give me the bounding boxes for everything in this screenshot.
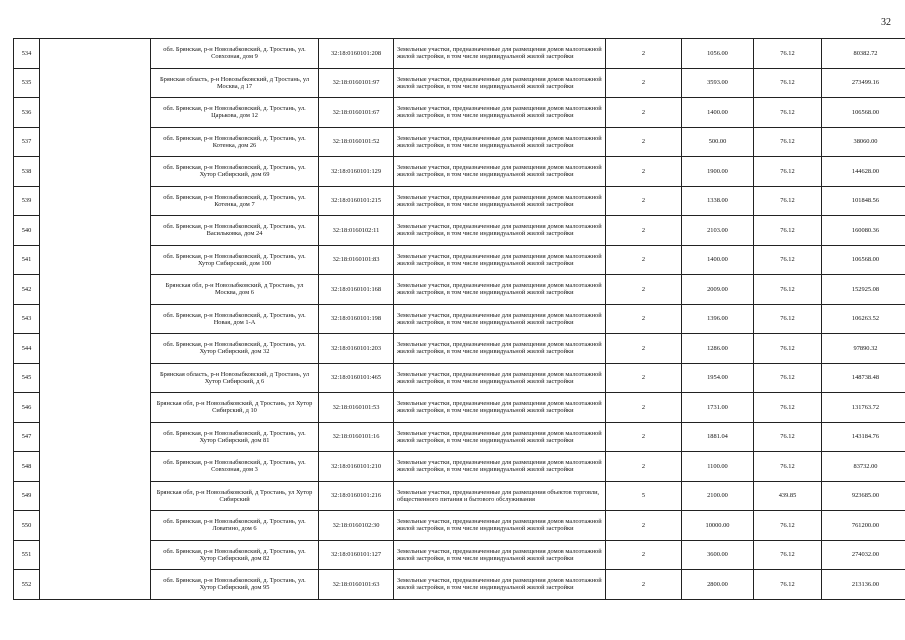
address-cell: Брянская обл, р-н Новозыбковский, д Тростань, ул Хутор Сибирский xyxy=(151,481,319,511)
address-cell: обл. Брянская, р-н Новозыбковский, д. Тростань, ул. Котенка, дом 7 xyxy=(151,186,319,216)
rate-cell: 76.12 xyxy=(754,452,822,482)
empty-cell xyxy=(40,304,151,334)
empty-cell xyxy=(40,98,151,128)
area-cell: 1954.00 xyxy=(682,363,754,393)
row-number: 534 xyxy=(14,39,40,69)
rate-cell: 76.12 xyxy=(754,540,822,570)
empty-cell xyxy=(40,245,151,275)
address-cell: обл. Брянская, р-н Новозыбковский, д. Тростань, ул. Совхозная, дом 3 xyxy=(151,452,319,482)
group-cell: 2 xyxy=(606,540,682,570)
cadastral-number-cell: 32:18:0160102:30 xyxy=(319,511,394,541)
land-registry-table xyxy=(13,38,905,600)
land-use-cell: Земельные участки, предназначенные для размещения домов малоэтажной жилой застройки, в том числе индивидуальной жилой застройки xyxy=(394,68,606,98)
land-use-cell: Земельные участки, предназначенные для размещения домов малоэтажной жилой застройки, в том числе индивидуальной жилой застройки xyxy=(394,216,606,246)
land-use-cell: Земельные участки, предназначенные для размещения домов малоэтажной жилой застройки, в том числе индивидуальной жилой застройки xyxy=(394,98,606,128)
row-number: 538 xyxy=(14,157,40,187)
table-row xyxy=(14,334,905,364)
address-cell: Брянская обл, р-н Новозыбковский, д Тростань, ул Хутор Сибирский, д 10 xyxy=(151,393,319,423)
rate-cell: 76.12 xyxy=(754,275,822,305)
row-number: 539 xyxy=(14,186,40,216)
row-number: 543 xyxy=(14,304,40,334)
rate-cell: 76.12 xyxy=(754,304,822,334)
rate-cell: 76.12 xyxy=(754,570,822,600)
table-row xyxy=(14,68,905,98)
cadastral-number-cell: 32:18:0160101:16 xyxy=(319,422,394,452)
table-row xyxy=(14,570,905,600)
area-cell: 3593.00 xyxy=(682,68,754,98)
empty-cell xyxy=(40,363,151,393)
land-use-cell: Земельные участки, предназначенные для размещения домов малоэтажной жилой застройки, в том числе индивидуальной жилой застройки xyxy=(394,570,606,600)
address-cell: обл. Брянская, р-н Новозыбковский, д. Тростань, ул. Хутор Сибирский, дом 95 xyxy=(151,570,319,600)
address-cell: обл. Брянская, р-н Новозыбковский, д. Тростань, ул. Васильковка, дом 24 xyxy=(151,216,319,246)
group-cell: 2 xyxy=(606,98,682,128)
cadastral-number-cell: 32:18:0160102:11 xyxy=(319,216,394,246)
rate-cell: 76.12 xyxy=(754,186,822,216)
row-number: 542 xyxy=(14,275,40,305)
cadastral-number-cell: 32:18:0160101:216 xyxy=(319,481,394,511)
land-use-cell: Земельные участки, предназначенные для размещения домов малоэтажной жилой застройки, в том числе индивидуальной жилой застройки xyxy=(394,511,606,541)
cadastral-number-cell: 32:18:0160101:129 xyxy=(319,157,394,187)
cadastral-number-cell: 32:18:0160101:210 xyxy=(319,452,394,482)
rate-cell: 76.12 xyxy=(754,245,822,275)
land-use-cell: Земельные участки, предназначенные для размещения домов малоэтажной жилой застройки, в том числе индивидуальной жилой застройки xyxy=(394,127,606,157)
group-cell: 2 xyxy=(606,39,682,69)
area-cell: 1731.00 xyxy=(682,393,754,423)
group-cell: 2 xyxy=(606,422,682,452)
land-use-cell: Земельные участки, предназначенные для размещения домов малоэтажной жилой застройки, в том числе индивидуальной жилой застройки xyxy=(394,186,606,216)
cadastral-value-cell: 152925.08 xyxy=(822,275,905,305)
area-cell: 2009.00 xyxy=(682,275,754,305)
cadastral-number-cell: 32:18:0160101:52 xyxy=(319,127,394,157)
cadastral-value-cell: 106263.52 xyxy=(822,304,905,334)
group-cell: 2 xyxy=(606,245,682,275)
row-number: 541 xyxy=(14,245,40,275)
cadastral-number-cell: 32:18:0160101:465 xyxy=(319,363,394,393)
empty-cell xyxy=(40,39,151,69)
address-cell: обл. Брянская, р-н Новозыбковский, д. Тростань, ул. Новая, дом 1-А xyxy=(151,304,319,334)
empty-cell xyxy=(40,481,151,511)
address-cell: обл. Брянская, р-н Новозыбковский, д. Тростань, ул. Хутор Сибирский, дом 100 xyxy=(151,245,319,275)
rate-cell: 76.12 xyxy=(754,98,822,128)
cadastral-number-cell: 32:18:0160101:203 xyxy=(319,334,394,364)
table-row xyxy=(14,127,905,157)
page-number: 32 xyxy=(881,17,891,28)
row-number: 548 xyxy=(14,452,40,482)
table-row xyxy=(14,245,905,275)
cadastral-number-cell: 32:18:0160101:67 xyxy=(319,98,394,128)
area-cell: 500.00 xyxy=(682,127,754,157)
cadastral-number-cell: 32:18:0160101:208 xyxy=(319,39,394,69)
rate-cell: 439.85 xyxy=(754,481,822,511)
land-use-cell: Земельные участки, предназначенные для размещения домов малоэтажной жилой застройки, в том числе индивидуальной жилой застройки xyxy=(394,422,606,452)
area-cell: 1056.00 xyxy=(682,39,754,69)
cadastral-number-cell: 32:18:0160101:198 xyxy=(319,304,394,334)
area-cell: 2800.00 xyxy=(682,570,754,600)
cadastral-value-cell: 144628.00 xyxy=(822,157,905,187)
group-cell: 2 xyxy=(606,127,682,157)
group-cell: 2 xyxy=(606,304,682,334)
area-cell: 10000.00 xyxy=(682,511,754,541)
table-row xyxy=(14,511,905,541)
cadastral-number-cell: 32:18:0160101:97 xyxy=(319,68,394,98)
table-row xyxy=(14,393,905,423)
group-cell: 2 xyxy=(606,157,682,187)
cadastral-number-cell: 32:18:0160101:168 xyxy=(319,275,394,305)
land-use-cell: Земельные участки, предназначенные для размещения домов малоэтажной жилой застройки, в том числе индивидуальной жилой застройки xyxy=(394,275,606,305)
cadastral-value-cell: 143184.76 xyxy=(822,422,905,452)
empty-cell xyxy=(40,275,151,305)
area-cell: 1400.00 xyxy=(682,245,754,275)
row-number: 551 xyxy=(14,540,40,570)
group-cell: 2 xyxy=(606,511,682,541)
cadastral-value-cell: 923685.00 xyxy=(822,481,905,511)
land-use-cell: Земельные участки, предназначенные для размещения объектов торговли, общественного питания и бытового обслуживания xyxy=(394,481,606,511)
table-row xyxy=(14,363,905,393)
empty-cell xyxy=(40,186,151,216)
row-number: 546 xyxy=(14,393,40,423)
row-number: 536 xyxy=(14,98,40,128)
group-cell: 2 xyxy=(606,216,682,246)
area-cell: 1900.00 xyxy=(682,157,754,187)
table-row xyxy=(14,186,905,216)
row-number: 535 xyxy=(14,68,40,98)
address-cell: обл. Брянская, р-н Новозыбковский, д. Тростань, ул. Хутор Сибирский, дом 69 xyxy=(151,157,319,187)
cadastral-value-cell: 106568.00 xyxy=(822,98,905,128)
table-row xyxy=(14,216,905,246)
land-use-cell: Земельные участки, предназначенные для размещения домов малоэтажной жилой застройки, в том числе индивидуальной жилой застройки xyxy=(394,393,606,423)
empty-cell xyxy=(40,68,151,98)
land-use-cell: Земельные участки, предназначенные для размещения домов малоэтажной жилой застройки, в том числе индивидуальной жилой застройки xyxy=(394,363,606,393)
cadastral-value-cell: 83732.00 xyxy=(822,452,905,482)
cadastral-value-cell: 80382.72 xyxy=(822,39,905,69)
land-use-cell: Земельные участки, предназначенные для размещения домов малоэтажной жилой застройки, в том числе индивидуальной жилой застройки xyxy=(394,39,606,69)
table-row xyxy=(14,157,905,187)
group-cell: 2 xyxy=(606,275,682,305)
area-cell: 2103.00 xyxy=(682,216,754,246)
rate-cell: 76.12 xyxy=(754,393,822,423)
land-use-cell: Земельные участки, предназначенные для размещения домов малоэтажной жилой застройки, в том числе индивидуальной жилой застройки xyxy=(394,245,606,275)
rate-cell: 76.12 xyxy=(754,334,822,364)
area-cell: 3600.00 xyxy=(682,540,754,570)
land-use-cell: Земельные участки, предназначенные для размещения домов малоэтажной жилой застройки, в том числе индивидуальной жилой застройки xyxy=(394,452,606,482)
area-cell: 1338.00 xyxy=(682,186,754,216)
address-cell: обл. Брянская, р-н Новозыбковский, д. Тростань, ул. Котенка, дом 26 xyxy=(151,127,319,157)
group-cell: 2 xyxy=(606,68,682,98)
group-cell: 2 xyxy=(606,393,682,423)
cadastral-value-cell: 273499.16 xyxy=(822,68,905,98)
cadastral-number-cell: 32:18:0160101:83 xyxy=(319,245,394,275)
cadastral-value-cell: 101848.56 xyxy=(822,186,905,216)
empty-cell xyxy=(40,452,151,482)
cadastral-value-cell: 148738.48 xyxy=(822,363,905,393)
area-cell: 1100.00 xyxy=(682,452,754,482)
empty-cell xyxy=(40,216,151,246)
area-cell: 1881.04 xyxy=(682,422,754,452)
row-number: 549 xyxy=(14,481,40,511)
cadastral-value-cell: 106568.00 xyxy=(822,245,905,275)
cadastral-value-cell: 761200.00 xyxy=(822,511,905,541)
cadastral-value-cell: 160080.36 xyxy=(822,216,905,246)
table-row xyxy=(14,481,905,511)
table-row xyxy=(14,540,905,570)
land-use-cell: Земельные участки, предназначенные для размещения домов малоэтажной жилой застройки, в том числе индивидуальной жилой застройки xyxy=(394,540,606,570)
empty-cell xyxy=(40,511,151,541)
empty-cell xyxy=(40,570,151,600)
address-cell: обл. Брянская, р-н Новозыбковский, д. Тростань, ул. Царькова, дом 12 xyxy=(151,98,319,128)
rate-cell: 76.12 xyxy=(754,422,822,452)
address-cell: Брянская область, р-н Новозыбковский, д Тростань, ул Хутор Сибирский, д 6 xyxy=(151,363,319,393)
empty-cell xyxy=(40,422,151,452)
group-cell: 2 xyxy=(606,334,682,364)
group-cell: 2 xyxy=(606,570,682,600)
empty-cell xyxy=(40,334,151,364)
empty-cell xyxy=(40,157,151,187)
rate-cell: 76.12 xyxy=(754,216,822,246)
cadastral-number-cell: 32:18:0160101:53 xyxy=(319,393,394,423)
land-use-cell: Земельные участки, предназначенные для размещения домов малоэтажной жилой застройки, в том числе индивидуальной жилой застройки xyxy=(394,304,606,334)
group-cell: 2 xyxy=(606,363,682,393)
table-body xyxy=(14,39,905,600)
table-row xyxy=(14,39,905,69)
empty-cell xyxy=(40,127,151,157)
table-row xyxy=(14,452,905,482)
rate-cell: 76.12 xyxy=(754,68,822,98)
row-number: 540 xyxy=(14,216,40,246)
table-row xyxy=(14,98,905,128)
area-cell: 1400.00 xyxy=(682,98,754,128)
rate-cell: 76.12 xyxy=(754,127,822,157)
table-row xyxy=(14,422,905,452)
rate-cell: 76.12 xyxy=(754,511,822,541)
land-use-cell: Земельные участки, предназначенные для размещения домов малоэтажной жилой застройки, в том числе индивидуальной жилой застройки xyxy=(394,334,606,364)
rate-cell: 76.12 xyxy=(754,39,822,69)
area-cell: 1286.00 xyxy=(682,334,754,364)
cadastral-value-cell: 131763.72 xyxy=(822,393,905,423)
cadastral-value-cell: 213136.00 xyxy=(822,570,905,600)
cadastral-value-cell: 97890.32 xyxy=(822,334,905,364)
cadastral-number-cell: 32:18:0160101:127 xyxy=(319,540,394,570)
address-cell: обл. Брянская, р-н Новозыбковский, д. Тростань, ул. Хутор Сибирский, дом 81 xyxy=(151,422,319,452)
row-number: 550 xyxy=(14,511,40,541)
table-row xyxy=(14,275,905,305)
row-number: 545 xyxy=(14,363,40,393)
cadastral-value-cell: 38060.00 xyxy=(822,127,905,157)
cadastral-number-cell: 32:18:0160101:63 xyxy=(319,570,394,600)
empty-cell xyxy=(40,540,151,570)
row-number: 552 xyxy=(14,570,40,600)
group-cell: 2 xyxy=(606,186,682,216)
area-cell: 1396.00 xyxy=(682,304,754,334)
table-row xyxy=(14,304,905,334)
group-cell: 2 xyxy=(606,452,682,482)
cadastral-number-cell: 32:18:0160101:215 xyxy=(319,186,394,216)
row-number: 547 xyxy=(14,422,40,452)
address-cell: Брянская обл, р-н Новозыбковский, д Тростань, ул Москва, дом 6 xyxy=(151,275,319,305)
empty-cell xyxy=(40,393,151,423)
address-cell: обл. Брянская, р-н Новозыбковский, д. Тростань, ул. Совхозная, дом 9 xyxy=(151,39,319,69)
address-cell: Брянская область, р-н Новозыбковский, д Тростань, ул Москва, д 17 xyxy=(151,68,319,98)
rate-cell: 76.12 xyxy=(754,363,822,393)
address-cell: обл. Брянская, р-н Новозыбковский, д. Тростань, ул. Хутор Сибирский, дом 32 xyxy=(151,334,319,364)
group-cell: 5 xyxy=(606,481,682,511)
rate-cell: 76.12 xyxy=(754,157,822,187)
row-number: 544 xyxy=(14,334,40,364)
land-use-cell: Земельные участки, предназначенные для размещения домов малоэтажной жилой застройки, в том числе индивидуальной жилой застройки xyxy=(394,157,606,187)
row-number: 537 xyxy=(14,127,40,157)
address-cell: обл. Брянская, р-н Новозыбковский, д. Тростань, ул. Хутор Сибирский, дом 82 xyxy=(151,540,319,570)
area-cell: 2100.00 xyxy=(682,481,754,511)
cadastral-value-cell: 274032.00 xyxy=(822,540,905,570)
address-cell: обл. Брянская, р-н Новозыбковский, д. Тростань, ул. Ловатино, дом 6 xyxy=(151,511,319,541)
